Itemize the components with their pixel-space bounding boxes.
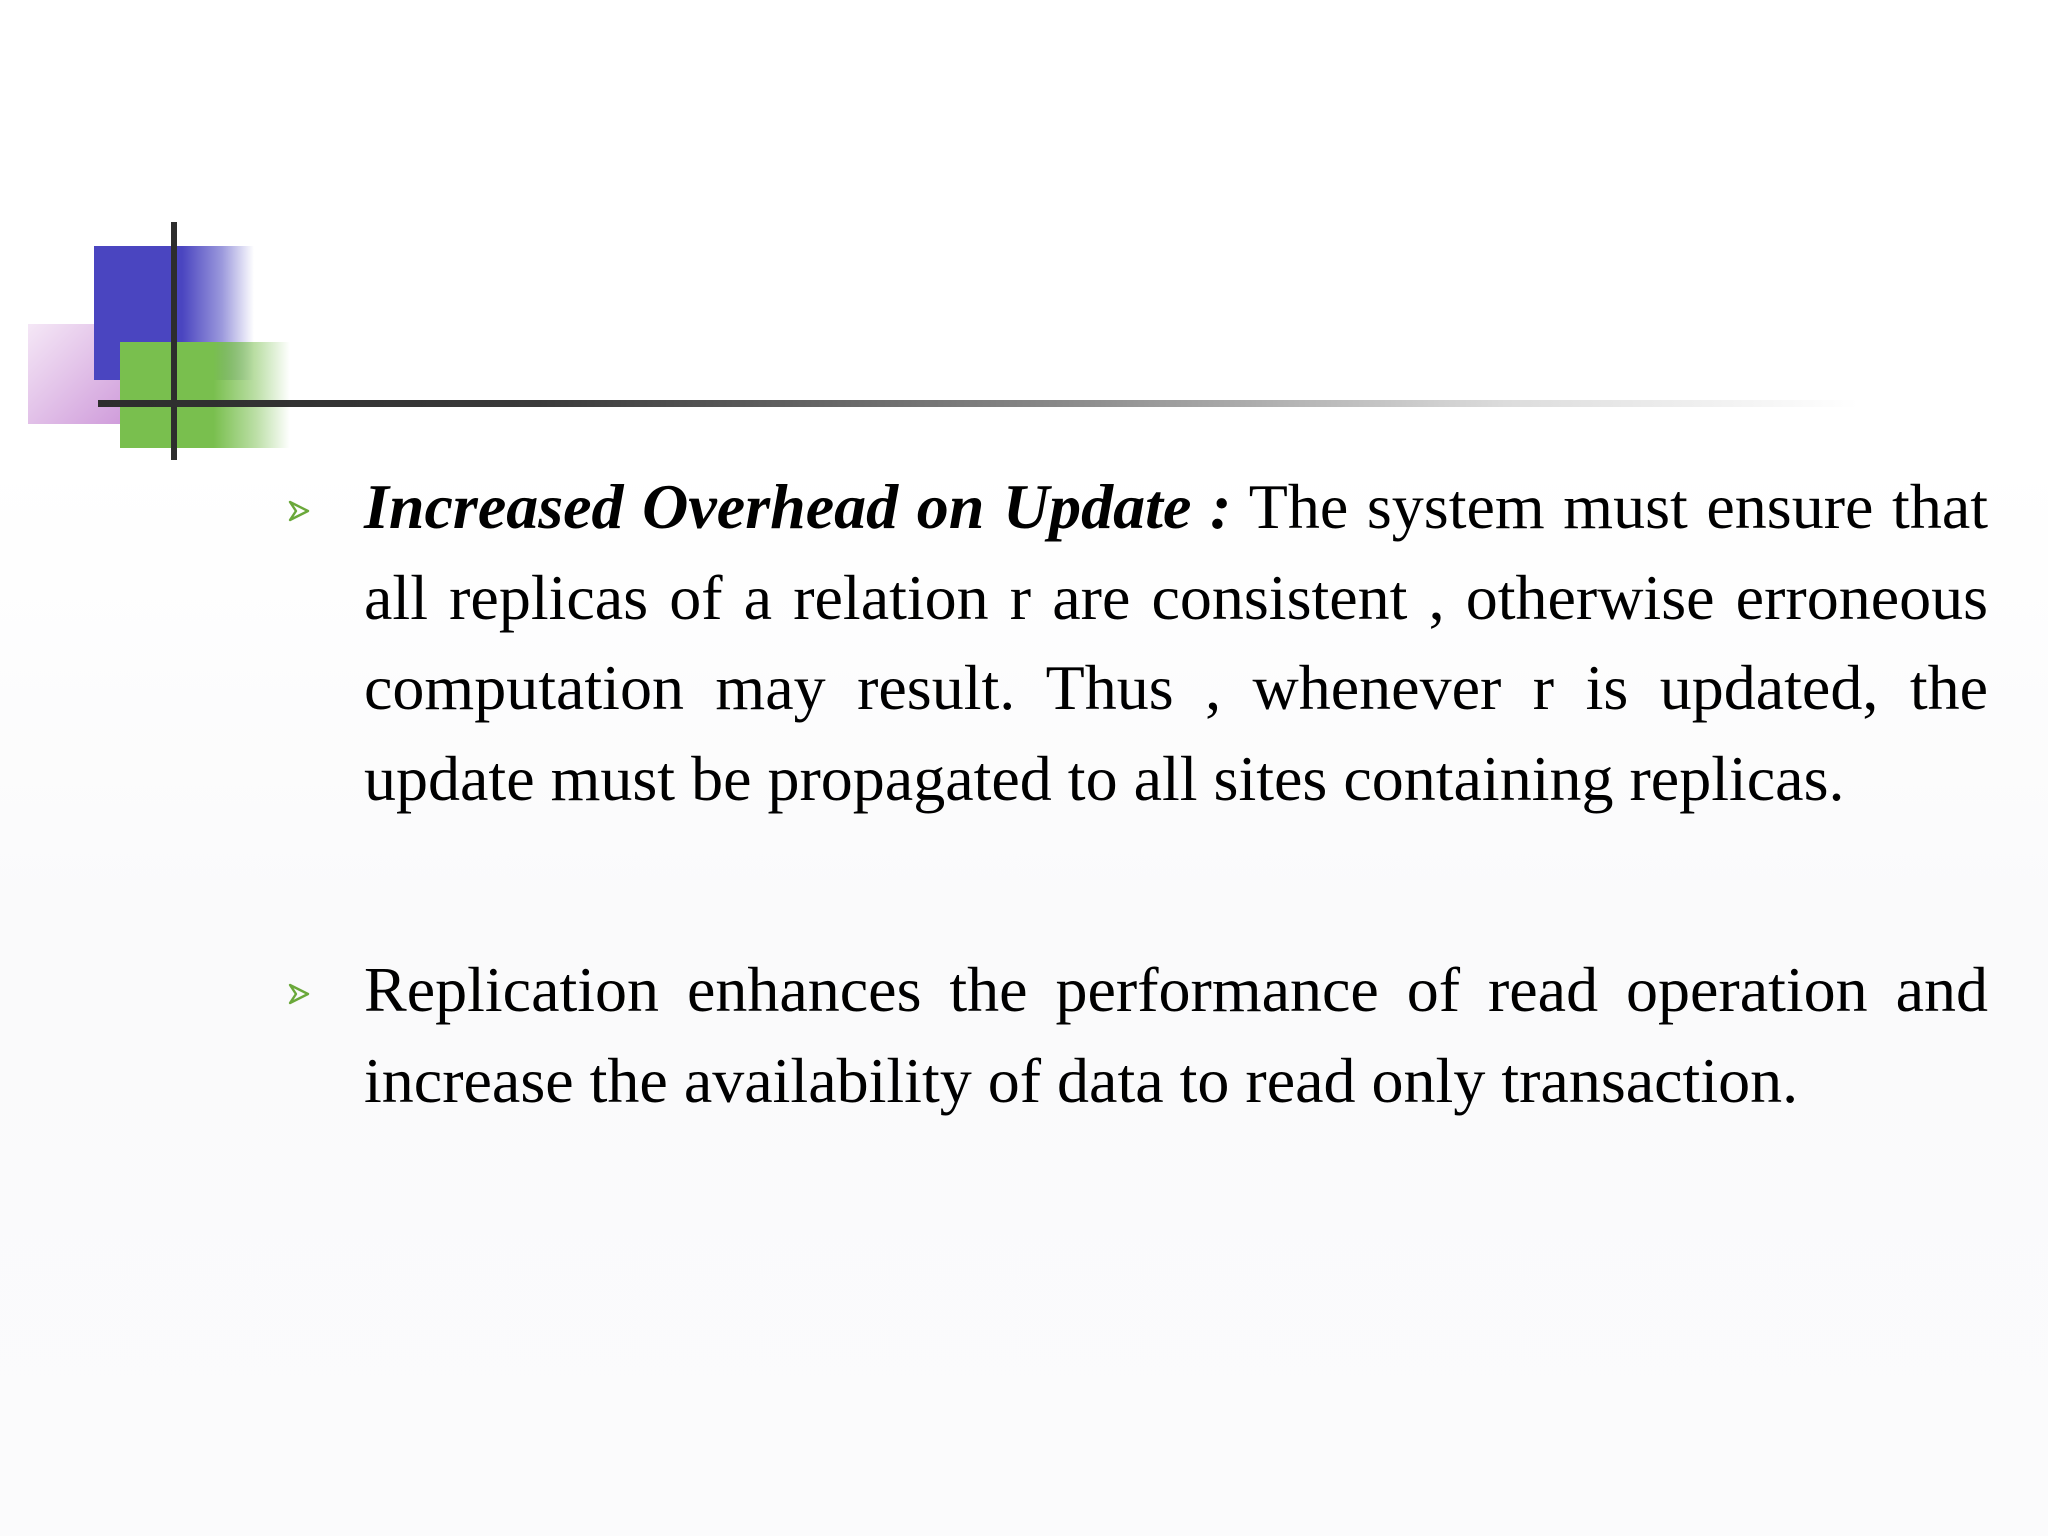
bullet-item bbox=[288, 462, 1988, 824]
decor-horizontal-rule bbox=[98, 400, 1858, 407]
bullet-text: Replication enhances the performance of read operation and increase the availability of data to read only transaction. bbox=[364, 954, 1988, 1116]
bullet-item bbox=[288, 945, 1988, 1126]
decor-green-square bbox=[120, 342, 290, 448]
decor-vertical-line bbox=[171, 222, 177, 460]
bullet-term: Increased Overhead on Update : bbox=[364, 471, 1232, 542]
bullet-text: The system must ensure that all replicas of a relation r are consistent , otherwise erroneous computation may result. Thus , whenever r is updated, the update must be propagated to all sites containing replicas. bbox=[364, 471, 1988, 814]
arrowhead-bullet-icon bbox=[288, 500, 310, 522]
arrowhead-bullet-icon bbox=[288, 983, 310, 1005]
slide-body bbox=[288, 462, 1988, 1126]
